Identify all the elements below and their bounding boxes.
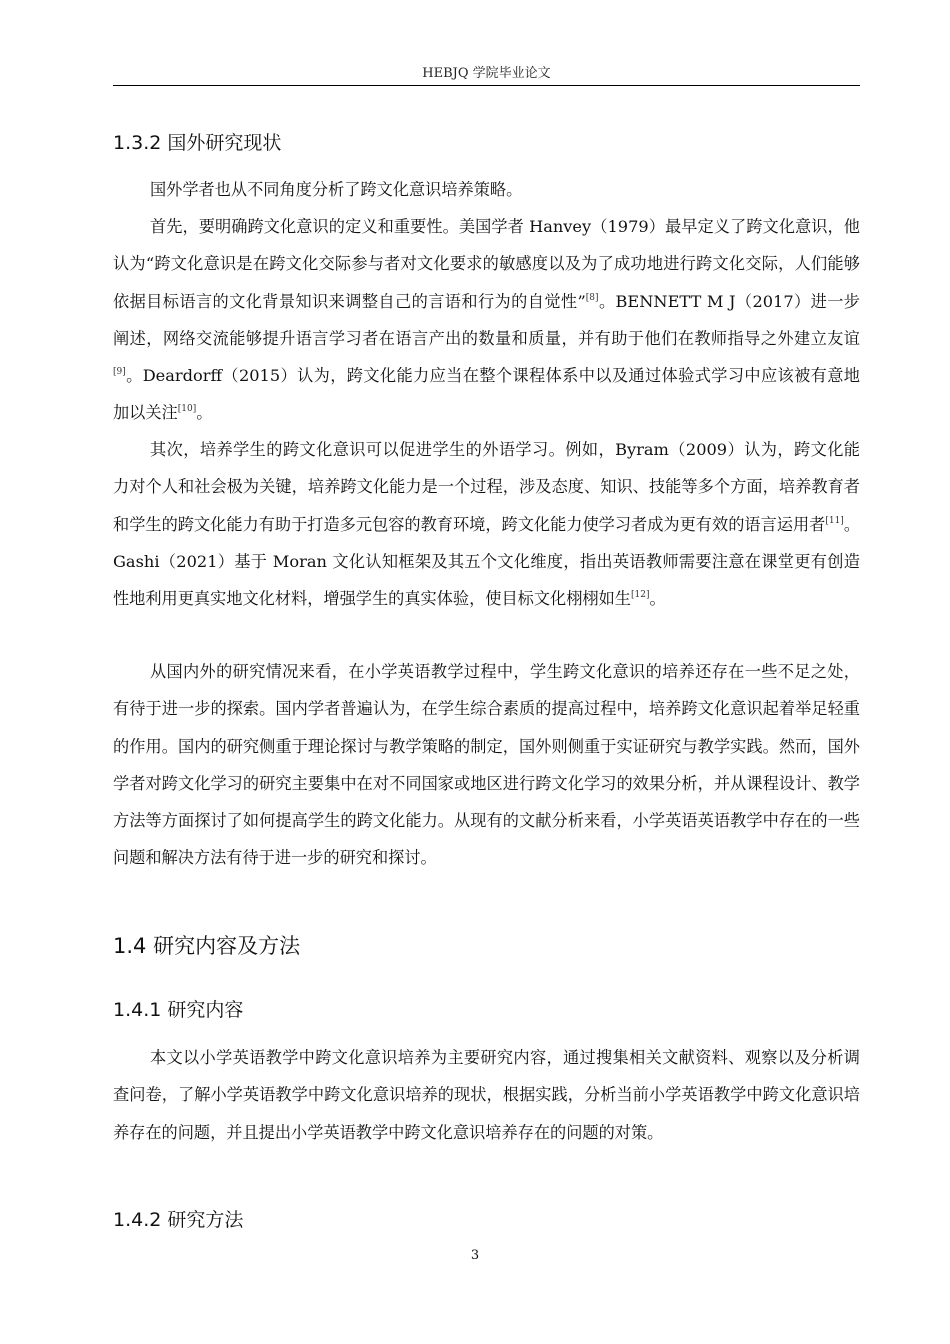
citation-12: [12] <box>631 590 650 601</box>
paragraph-research-content: 本文以小学英语教学中跨文化意识培养为主要研究内容，通过搜集相关文献资料、观察以及分析调查问卷，了解小学英语教学中跨文化意识培养的现状，根据实践，分析当前小学英语教学中跨文化意识培养存在的问题，并且提出小学英语教学中跨文化意识培养存在的问题的对策。 <box>113 1048 860 1142</box>
paragraph-foreign-language <box>113 431 860 617</box>
paragraph-text: 其次，培养学生的跨文化意识可以促进学生的外语学习。例如，Byram（2009）认为，跨文化能力对个人和社会极为关键，培养跨文化能力是一个过程，涉及态度、知识、技能等多个方面，培养教育者和学生的跨文化能力有助于打造多元包容的教育环境，跨文化能力使学习者成为更有效的语言运用者 <box>113 440 860 534</box>
paragraph-text: 。 <box>649 589 666 609</box>
running-header: HEBJQ 学院毕业论文 <box>422 66 551 81</box>
paragraph-text: 。 <box>196 403 213 423</box>
paragraph-intro: 国外学者也从不同角度分析了跨文化意识培养策略。 <box>150 180 523 199</box>
header-rule <box>113 85 860 86</box>
paragraph-text: 。Gashi（2021）基于 Moran 文化认知框架及其五个文化维度，指出英语教师需要注意在课堂更有创造性地利用更真实地文化材料，增强学生的真实体验，使目标文化栩栩如生 <box>113 514 861 609</box>
heading-1-4-1: 1.4.1 研究内容 <box>113 999 244 1021</box>
citation-9: [9] <box>113 367 126 378</box>
heading-1-3-2: 1.3.2 国外研究现状 <box>113 132 282 154</box>
paragraph-definition <box>113 208 860 432</box>
heading-1-4: 1.4 研究内容及方法 <box>113 934 301 958</box>
paragraph-text: 。Deardorff（2015）认为，跨文化能力应当在整个课程体系中以及通过体验式学习中应该被有意地加以关注 <box>113 366 860 423</box>
page-number: 3 <box>470 1248 480 1263</box>
heading-1-4-2: 1.4.2 研究方法 <box>113 1209 244 1231</box>
citation-10: [10] <box>177 404 197 415</box>
citation-8: [8] <box>585 292 599 303</box>
paragraph-text: 。BENNETT M J（2017）进一步阐述，网络交流能够提升语言学习者在语言产出的数量和质量，并有助于他们在教师指导之外建立友谊 <box>113 291 860 348</box>
paragraph-text: 首先，要明确跨文化意识的定义和重要性。美国学者 Hanvey（1979）最早定义了跨文化意识，他认为“跨文化意识是在跨文化交际参与者对文化要求的敏感度以及为了成功地进行跨文化交际，人们能够依据目标语言的文化背景知识来调整自己的言语和行为的自觉性” <box>113 217 860 311</box>
citation-11: [11] <box>825 515 844 526</box>
paragraph-summary: 从国内外的研究情况来看，在小学英语教学过程中，学生跨文化意识的培养还存在一些不足之处，有待于进一步的探索。国内学者普遍认为，在学生综合素质的提高过程中，培养跨文化意识起着举足轻重的作用。国内的研究侧重于理论探讨与教学策略的制定，国外则侧重于实证研究与教学实践。然而，国外学者对跨文化学习的研究主要集中在对不同国家或地区进行跨文化学习的效果分析，并从课程设计、教学方法等方面探讨了如何提高学生的跨文化能力。从现有的文献分析来看，小学英语英语教学中存在的一些问题和解决方法有待于进一步的研究和探讨。 <box>113 662 860 868</box>
